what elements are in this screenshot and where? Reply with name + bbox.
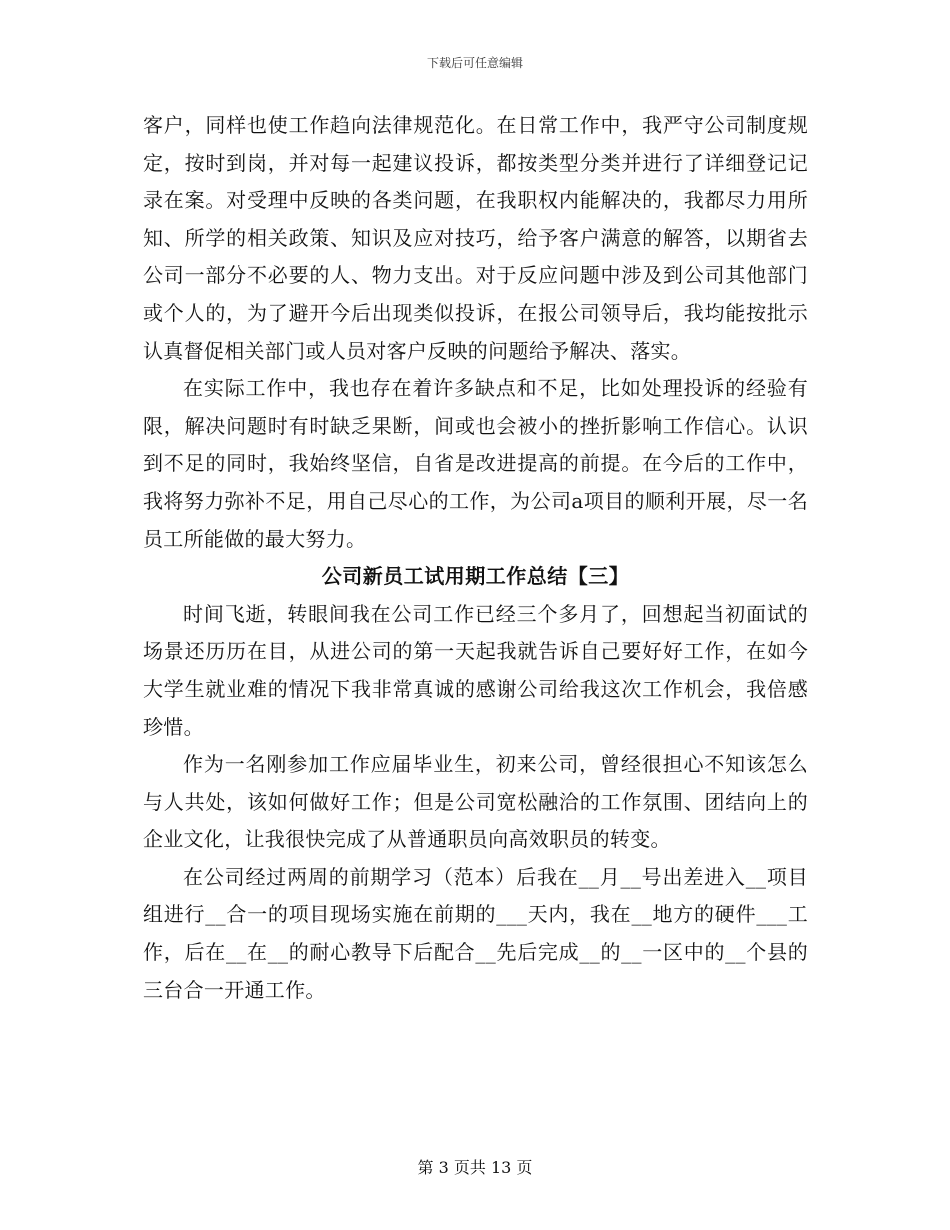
paragraph-4: 作为一名刚参加工作应届毕业生，初来公司，曾经很担心不知该怎么与人共处，该如何做好工作；但是公司宽松融洽的工作氛围、团结向上的企业文化，让我很快完成了从普通职员向高效职员的转变。: [143, 752, 808, 852]
download-note: 下载后可任意编辑: [426, 56, 523, 70]
paragraph-1: 客户，同样也使工作趋向法律规范化。在日常工作中，我严守公司制度规定，按时到岗，并对每一起建议投诉，都按类型分类并进行了详细登记记录在案。对受理中反映的各类问题，在我职权内能解决的，我都尽力用所知、所学的相关政策、知识及应对技巧，给予客户满意的解答，以期省去公司一部分不必要的人、物力支出。对于反应问题中涉及到公司其他部门或个人的，为了避开今后出现类似投诉，在报公司领导后，我均能按批示认真督促相关部门或人员对客户反映的问题给予解决、落实。: [143, 113, 808, 363]
section-title: 公司新员工试用期工作总结【三】: [321, 564, 630, 589]
document-body: [143, 107, 808, 1009]
paragraph-2: 在实际工作中，我也存在着许多缺点和不足，比如处理投诉的经验有限，解决问题时有时缺乏果断，间或也会被小的挫折影响工作信心。认识到不足的同时，我始终坚信，自省是改进提高的前提。在今后的工作中，我将努力弥补不足，用自己尽心的工作，为公司a项目的顺利开展，尽一名员工所能做的最大努力。: [143, 376, 808, 551]
paragraph-5: 在公司经过两周的前期学习（范本）后我在__月__号出差进入__项目组进行__合一的项目现场实施在前期的___天内，我在__地方的硬件___工作，后在__在__的耐心教导下后配合__先后完成__的__一区中的__个县的三台合一开通工作。: [143, 864, 808, 1002]
page-number: 第 3 页共 13 页: [417, 1158, 533, 1177]
paragraph-3: 时间飞逝，转眼间我在公司工作已经三个多月了，回想起当初面试的场景还历历在目，从进公司的第一天起我就告诉自己要好好工作，在如今大学生就业难的情况下我非常真诚的感谢公司给我这次工作机会，我倍感珍惜。: [143, 601, 808, 739]
